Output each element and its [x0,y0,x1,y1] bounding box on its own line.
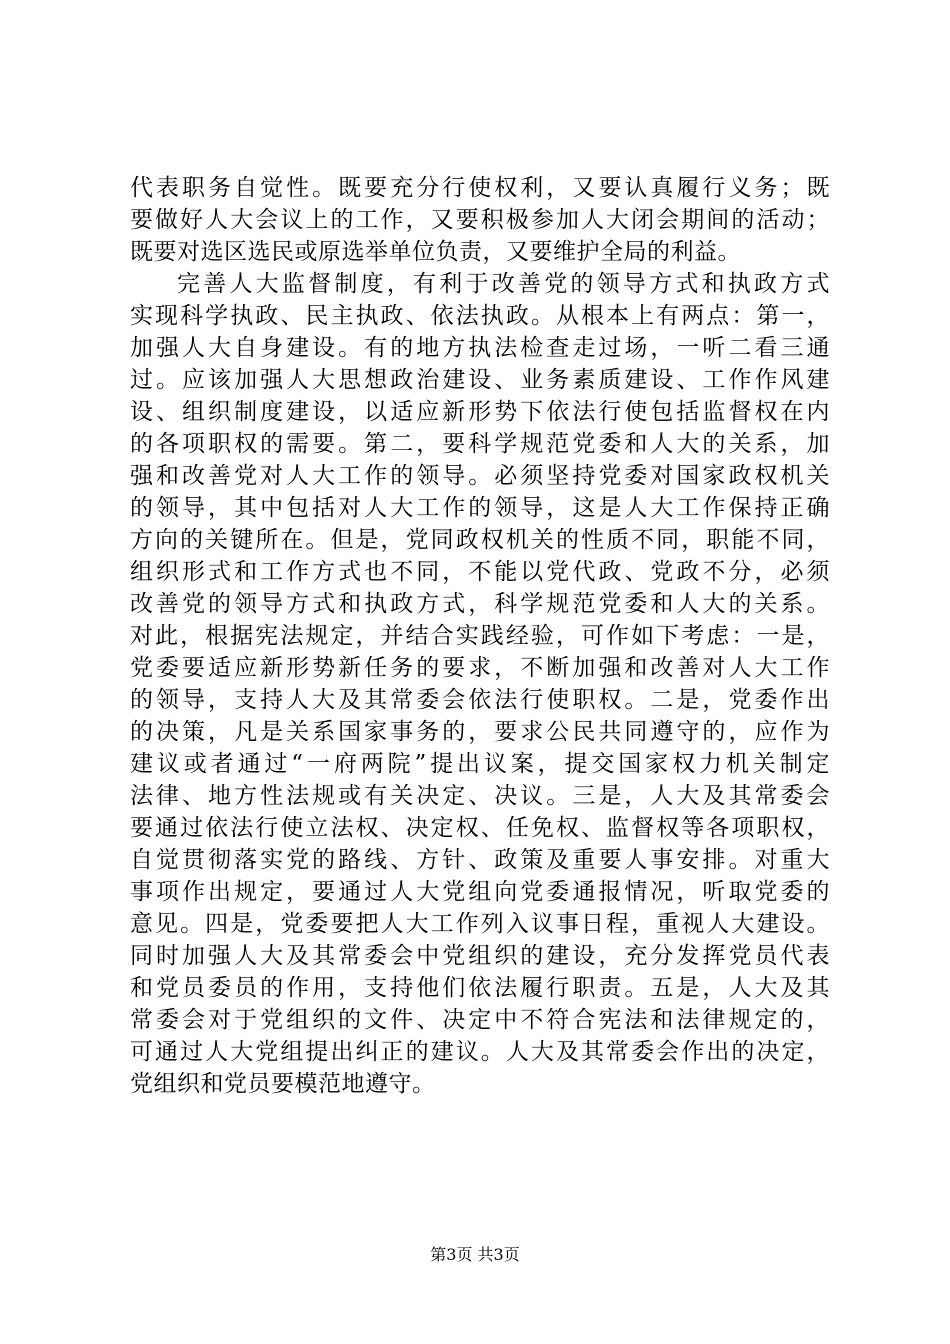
text-line: 可通过人大党组提出纠正的建议。人大及其常委会作出的决定， [130,1039,830,1065]
text-line: 要做好人大会议上的工作，又要积极参加人大闭会期间的活动； [130,207,830,233]
text-line: 强和改善党对人大工作的领导。必须坚持党委对国家政权机关 [130,463,830,489]
text-line: 既要对选区选民或原选举单位负责，又要维护全局的利益。 [130,239,741,265]
text-line: 常委会对于党组织的文件、决定中不符合宪法和法律规定的， [130,1007,830,1033]
text-line: 完善人大监督制度，有利于改善党的领导方式和执政方式 [177,271,830,297]
text-line: 的领导，支持人大及其常委会依法行使职权。二是，党委作出 [130,687,830,713]
text-line: 党组织和党员要模范地遵守。 [130,1071,436,1097]
text-line: 事项作出规定，要通过人大党组向党委通报情况，听取党委的 [130,879,830,905]
text-line: 加强人大自身建设。有的地方执法检查走过场，一听二看三通 [130,335,830,361]
page-footer: 第3页 共3页 [430,1245,520,1264]
document-body [130,172,830,1100]
text-line: 过。应该加强人大思想政治建设、业务素质建设、工作作风建 [130,367,830,393]
text-line: 意见。四是，党委要把人大工作列入议事日程，重视人大建设。 [130,911,830,937]
text-line: 建议或者通过“一府两院”提出议案，提交国家权力机关制定 [130,751,830,777]
text-line: 方向的关键所在。但是，党同政权机关的性质不同，职能不同， [130,527,830,553]
text-line: 的领导，其中包括对人大工作的领导，这是人大工作保持正确 [130,495,830,521]
text-line: 党委要适应新形势新任务的要求，不断加强和改善对人大工作 [130,655,830,681]
text-line: 设、组织制度建设，以适应新形势下依法行使包括监督权在内 [130,399,830,425]
text-line: 同时加强人大及其常委会中党组织的建设，充分发挥党员代表 [130,943,830,969]
text-line: 和党员委员的作用，支持他们依法履行职责。五是，人大及其 [130,975,830,1001]
paragraph [130,172,830,268]
text-line: 法律、地方性法规或有关决定、决议。三是，人大及其常委会 [130,783,830,809]
text-line: 组织形式和工作方式也不同，不能以党代政、党政不分，必须 [130,559,830,585]
text-line: 的决策，凡是关系国家事务的，要求公民共同遵守的，应作为 [130,719,830,745]
text-line: 的各项职权的需要。第二，要科学规范党委和人大的关系，加 [130,431,830,457]
text-line: 代表职务自觉性。既要充分行使权利，又要认真履行义务；既 [130,175,830,201]
text-line: 对此，根据宪法规定，并结合实践经验，可作如下考虑：一是， [130,623,830,649]
text-line: 改善党的领导方式和执政方式，科学规范党委和人大的关系。 [130,591,830,617]
text-line: 实现科学执政、民主执政、依法执政。从根本上有两点：第一， [130,303,830,329]
paragraph [130,268,830,1100]
text-line: 要通过依法行使立法权、决定权、任免权、监督权等各项职权， [130,815,830,841]
text-line: 自觉贯彻落实党的路线、方针、政策及重要人事安排。对重大 [130,847,830,873]
